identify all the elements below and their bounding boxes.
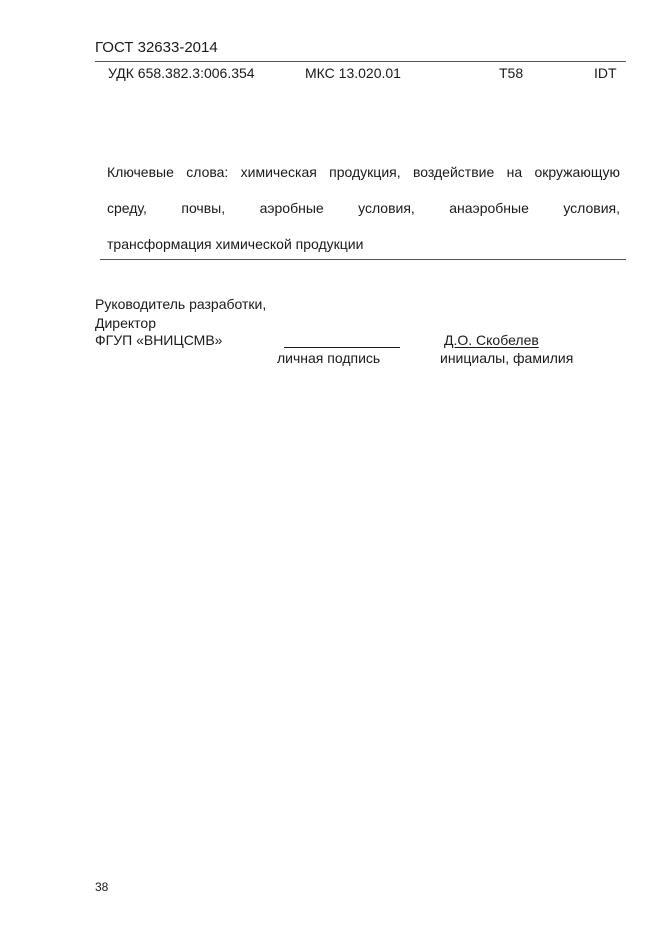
signer-name: Д.О. Скобелев <box>444 332 539 348</box>
document-code: ГОСТ 32633-2014 <box>95 39 218 56</box>
keywords-line: Ключевые слова: химическая продукция, воздействие на окружающую <box>107 164 620 180</box>
signature-caption: личная подпись <box>277 350 381 366</box>
keywords-line: среду, почвы, аэробные условия, анаэробные условия, <box>107 200 620 216</box>
signer-role: Руководитель разработки, <box>95 296 267 312</box>
keywords-line: трансформация химической продукции <box>107 236 364 252</box>
signer-organization: ФГУП «ВНИЦСМВ» <box>95 332 223 348</box>
page-number: 38 <box>95 880 109 894</box>
t-code: Т58 <box>499 65 524 81</box>
signature-blank-line <box>284 347 400 348</box>
name-caption: инициалы, фамилия <box>440 350 574 366</box>
signer-title: Директор <box>95 315 156 331</box>
idt-code: IDT <box>594 65 617 81</box>
mks-code: МКС 13.020.01 <box>305 65 401 81</box>
bottom-divider <box>100 259 626 260</box>
top-divider <box>95 61 626 62</box>
udk-code: УДК 658.382.3:006.354 <box>108 65 255 81</box>
keywords-block <box>107 154 620 262</box>
